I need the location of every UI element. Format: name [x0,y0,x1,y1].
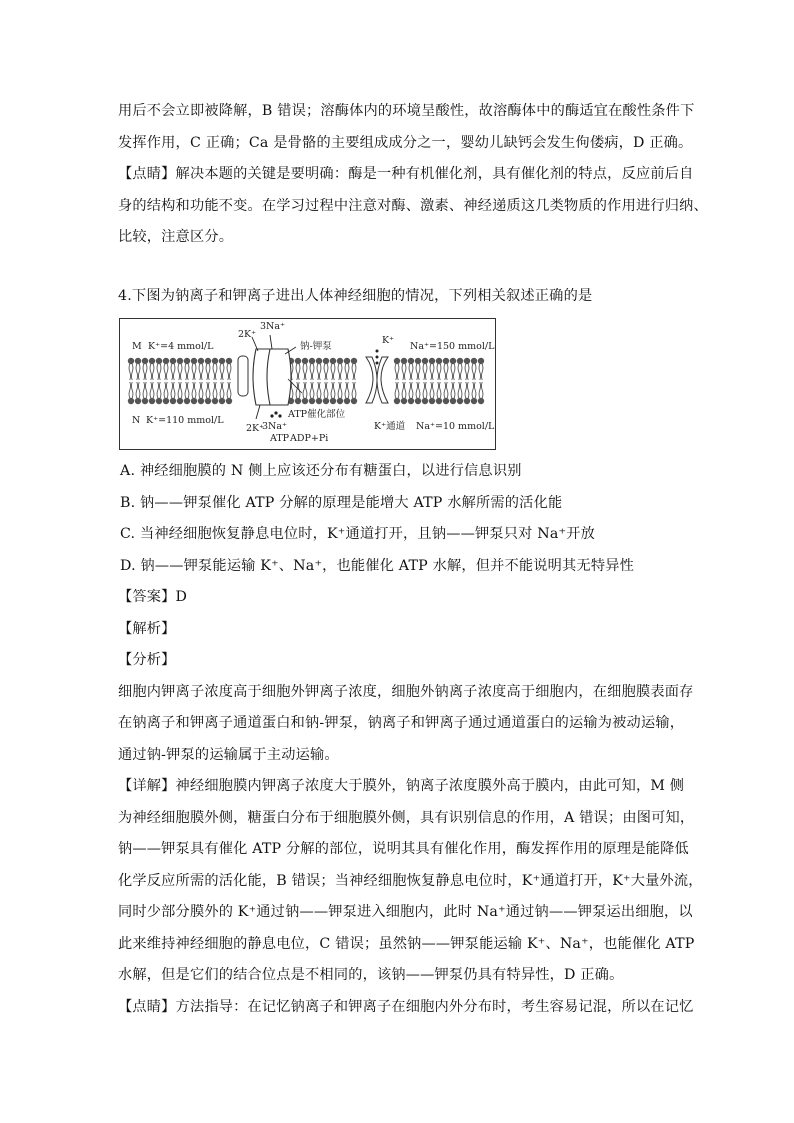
atp-site-label: ATP催化部位 [288,409,346,420]
label-n: N [132,415,141,426]
option-a: A. 神经细胞膜的 N 侧上应该还分布有糖蛋白，以进行信息识别 [120,463,522,479]
option-c: C. 当神经细胞恢复静息电位时，K⁺通道打开，且钠——钾泵只对 Na⁺开放 [120,526,595,542]
text-line: 发挥作用，C 正确；Ca 是骨骼的主要组成成分之一，婴幼儿缺钙会发生佝偻病，D 正确。 [118,134,693,151]
text-line: 水解，但是它们的结合位点是不相同的，该钠——钾泵仍具有特异性，D 正确。 [118,967,624,983]
text-line: 通过钠-钾泵的运输属于主动运输。 [118,746,339,763]
three-na-bottom: 3Na⁺ [262,421,288,432]
three-na-top: 3Na⁺ [260,321,286,332]
document-page [118,96,708,1023]
option-d: D. 钠——钾泵能运输 K⁺、Na⁺，也能催化 ATP 水解，但并不能说明其无特异性 [120,557,634,574]
text-line: 比较，注意区分。 [118,229,234,245]
analysis-heading: 【解析】 [118,620,176,637]
membrane-figure [119,318,496,450]
k-inside: K⁺=110 mmol/L [146,415,224,426]
k-outside: K⁺=4 mmol/L [148,341,214,352]
xiangjie-paragraph [118,771,703,992]
two-k-top: 2K⁺ [238,329,257,340]
text-line: 用后不会立即被降解，B 错误；溶酶体内的环境呈酸性，故溶酶体中的酶适宜在酸性条件下 [118,103,695,119]
pump-label: 钠-钾泵 [300,341,332,352]
option-b: B. 钠——钾泵催化 ATP 分解的原理是能增大 ATP 水解所需的活化能 [120,494,563,511]
na-inside: Na⁺=10 mmol/L [416,421,495,432]
label-m: M [132,341,142,352]
two-k-bottom: 2K⁺ [246,423,265,434]
text-line: 为神经细胞膜外侧，糖蛋白分布于细胞膜外侧，具有识别信息的作用，A 错误；由图可知， [118,809,695,826]
previous-answer-text [118,96,708,254]
atp-label: ATP [270,433,290,444]
k-channel-label: K⁺通道 [374,421,406,432]
text-line: 在钠离子和钾离子通道蛋白和钠-钾泵，钠离子和钾离子通过通道蛋白的运输为被动运输， [118,715,685,731]
na-outside: Na⁺=150 mmol/L [410,341,495,352]
text-line: 身的结构和功能不变。在学习过程中注意对酶、激素、神经递质这几类物质的作用进行归纳、 [118,197,708,214]
adp-pi-label: ADP+Pi [290,433,329,444]
membrane-diagram [120,319,495,449]
text-line: 此来维持神经细胞的静息电位，C 错误；虽然钠——钾泵能运输 K⁺、Na⁺，也能催化 ATP [118,935,695,952]
text-line: 【详解】神经细胞膜内钾离子浓度大于膜外，钠离子浓度膜外高于膜内，由此可知，M 侧 [118,778,685,794]
k-channel-ion: K⁺ [382,335,395,346]
options [118,456,678,582]
text-line: 细胞内钾离子浓度高于细胞外钾离子浓度，细胞外钠离子浓度高于细胞内，在细胞膜表面存 [118,683,694,700]
phospholipid-bilayer [128,358,484,404]
text-line: 钠——钾泵具有催化 ATP 分解的部位，说明其具有催化作用，酶发挥作用的原理是能降低 [118,841,689,857]
tip-line: 【点睛】方法指导：在记忆钠离子和钾离子在细胞内外分布时，考生容易记混，所以在记忆 [118,998,694,1015]
fenxi-paragraph [118,677,694,772]
answer: 【答案】D [118,589,188,605]
text-line: 【点睛】解决本题的关键是要明确：酶是一种有机催化剂，具有催化剂的特点，反应前后自 [118,166,694,182]
text-line: 化学反应所需的活化能，B 错误；当神经细胞恢复静息电位时，K⁺通道打开，K⁺大量外流， [118,872,703,889]
fenxi-heading: 【分析】 [118,652,176,668]
text-line: 同时少部分膜外的 K⁺通过钠——钾泵进入细胞内，此时 Na⁺通过钠——钾泵运出细胞，以 [118,904,693,920]
question-stem: 4.下图为钠离子和钾离子进出人体神经细胞的情况，下列相关叙述正确的是 [118,287,593,304]
